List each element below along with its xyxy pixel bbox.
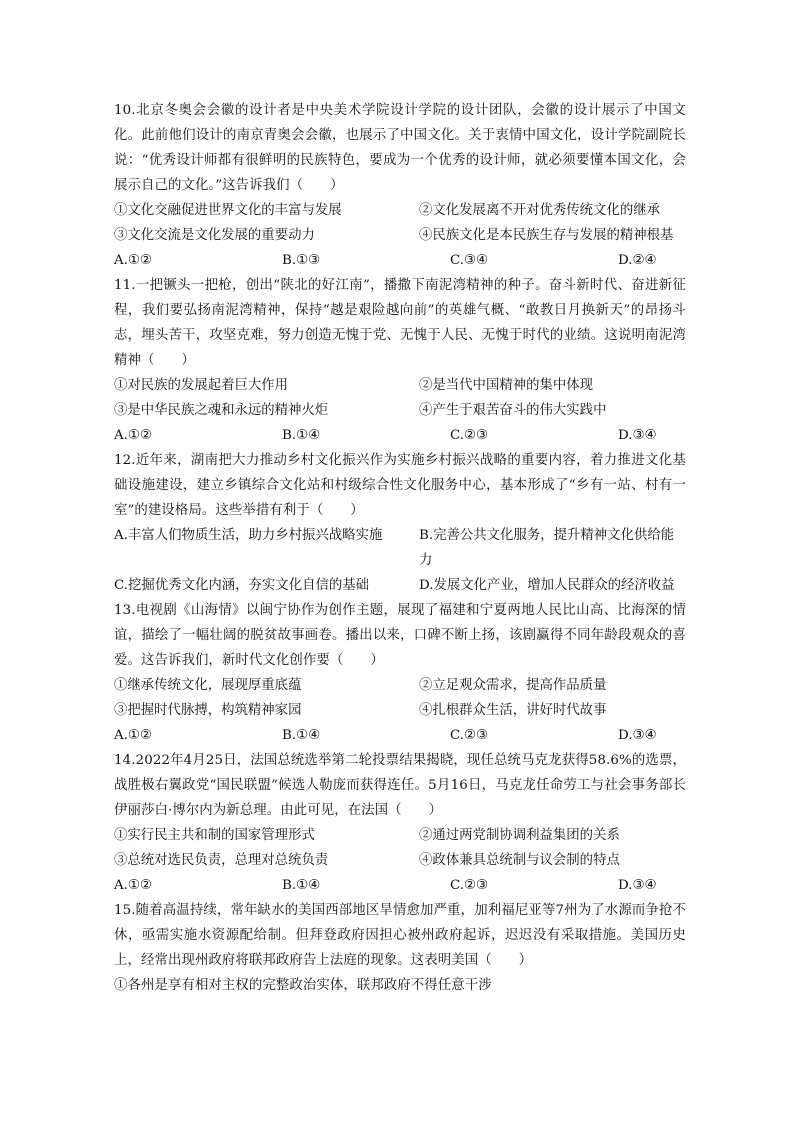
question-stem: 15.随着高温持续，常年缺水的美国西部地区旱情愈加严重，加利福尼亚等7州为了水源而争抢不休，亟需实施水资源配给制。但拜登政府因担心被州政府起诉，迟迟没有采取措施。美国历史上，经常出现州政府将联邦政府告上法庭的现象。这表明美国（ ）: [114, 903, 686, 968]
option-b[interactable]: B.①④: [282, 428, 321, 443]
option-d[interactable]: D.③④: [618, 728, 657, 743]
statement-item: ③是中华民族之魂和永远的精神火炬: [114, 403, 329, 418]
statement-item: ④政体兼具总统制与议会制的特点: [419, 853, 620, 868]
statement-row: [114, 223, 686, 248]
statement-row: [114, 823, 686, 848]
statement-item: ②文化发展离不开对优秀传统文化的继承: [419, 203, 661, 218]
statement-row: [114, 398, 686, 423]
option-d[interactable]: D.发展文化产业，增加人民群众的经济收益: [419, 578, 675, 593]
option-a[interactable]: A.①②: [114, 728, 152, 743]
option-b[interactable]: B.①③: [282, 253, 321, 268]
option-row: [114, 573, 686, 598]
question-stem: 13.电视剧《山海情》以闽宁协作为创作主题，展现了福建和宁夏两地人民比山高、比海深的情谊，描绘了一幅壮阔的脱贫故事画卷。播出以来，口碑不断上扬，该剧赢得不同年龄段观众的喜爱。这告诉我们，新时代文化创作要（ ）: [114, 603, 686, 668]
statement-item: ③文化交流是文化发展的重要动力: [114, 228, 315, 243]
statement-item: ②是当代中国精神的集中体现: [419, 378, 594, 393]
statement-item: ①对民族的发展起着巨大作用: [114, 378, 289, 393]
question-12: [114, 448, 686, 598]
answer-options: [114, 248, 686, 273]
answer-options: [114, 723, 686, 748]
statement-row: [114, 373, 686, 398]
answer-options: [114, 423, 686, 448]
option-a[interactable]: A.①②: [114, 428, 152, 443]
option-a[interactable]: A.①②: [114, 253, 152, 268]
option-d[interactable]: D.②④: [618, 253, 657, 268]
question-list: [114, 98, 686, 998]
statement-row: [114, 198, 686, 223]
statement-item: ④产生于艰苦奋斗的伟大实践中: [419, 403, 607, 418]
statement-item: ①实行民主共和制的国家管理形式: [114, 828, 315, 843]
statement-item: ③把握时代脉搏，构筑精神家园: [114, 703, 302, 718]
question-15: [114, 898, 686, 998]
question-stem: 11.一把镢头一把枪，创出“陕北的好江南”，播撒下南泥湾精神的种子。奋斗新时代、奋进新征程，我们要弘扬南泥湾精神，保持“越是艰险越向前”的英雄气概、“敢教日月换新天”的昂扬斗志，埋头苦干，攻坚克难，努力创造无愧于党、无愧于人民、无愧于时代的业绩。这说明南泥湾精神（ ）: [114, 278, 686, 368]
statement-item: ②通过两党制协调利益集团的关系: [419, 828, 620, 843]
statement-item: ①各州是享有相对主权的完整政治实体，联邦政府不得任意干涉: [114, 978, 492, 993]
statement-row: [114, 698, 686, 723]
statement-item: ①继承传统文化，展现厚重底蕴: [114, 678, 302, 693]
option-c[interactable]: C.③④: [450, 253, 489, 268]
question-14: [114, 748, 686, 898]
option-d[interactable]: D.③④: [618, 428, 657, 443]
question-stem: 14.2022年4月25日，法国总统选举第二轮投票结果揭晓，现任总统马克龙获得58.6%的选票，战胜极右翼政党“国民联盟”候选人勒庞而获得连任。5月16日，马克龙任命劳工与社会事务部长伊丽莎白·博尔内为新总理。由此可见，在法国（ ）: [114, 753, 686, 818]
option-c[interactable]: C.②③: [450, 728, 489, 743]
statement-item: ②立足观众需求，提高作品质量: [419, 678, 607, 693]
question-11: [114, 273, 686, 448]
statement-item: ④民族文化是本民族生存与发展的精神根基: [419, 228, 674, 243]
option-a[interactable]: A.丰富人们物质生活，助力乡村振兴战略实施: [114, 528, 383, 543]
option-b[interactable]: B.完善公共文化服务，提升精神文化供给能力: [419, 528, 675, 568]
question-13: [114, 598, 686, 748]
statement-row: [114, 673, 686, 698]
statement-item: ③总统对选民负责，总理对总统负责: [114, 853, 329, 868]
statement-item: ①文化交融促进世界文化的丰富与发展: [114, 203, 342, 218]
option-d[interactable]: D.③④: [618, 878, 657, 893]
option-c[interactable]: C.挖掘优秀文化内涵，夯实文化自信的基础: [114, 578, 370, 593]
option-b[interactable]: B.①④: [282, 728, 321, 743]
answer-options: [114, 873, 686, 898]
option-a[interactable]: A.①②: [114, 878, 152, 893]
option-row: [114, 523, 686, 573]
statement-item: ④扎根群众生活，讲好时代故事: [419, 703, 607, 718]
question-stem: 10.北京冬奥会会徽的设计者是中央美术学院设计学院的设计团队，会徽的设计展示了中国文化。此前他们设计的南京青奥会会徽，也展示了中国文化。关于衷情中国文化，设计学院副院长说：“优秀设计师都有很鲜明的民族特色，要成为一个优秀的设计师，就必须要懂本国文化，会展示自己的文化。”这告诉我们（ ）: [114, 103, 686, 193]
option-c[interactable]: C.②③: [450, 428, 489, 443]
question-10: [114, 98, 686, 273]
statement-row: [114, 848, 686, 873]
option-c[interactable]: C.②③: [450, 878, 489, 893]
question-stem: 12.近年来，湖南把大力推动乡村文化振兴作为实施乡村振兴战略的重要内容，着力推进文化基础设施建设，建立乡镇综合文化站和村级综合性文化服务中心，基本形成了“乡有一站、村有一室”的建设格局。这些举措有利于（ ）: [114, 453, 686, 518]
option-b[interactable]: B.①④: [282, 878, 321, 893]
